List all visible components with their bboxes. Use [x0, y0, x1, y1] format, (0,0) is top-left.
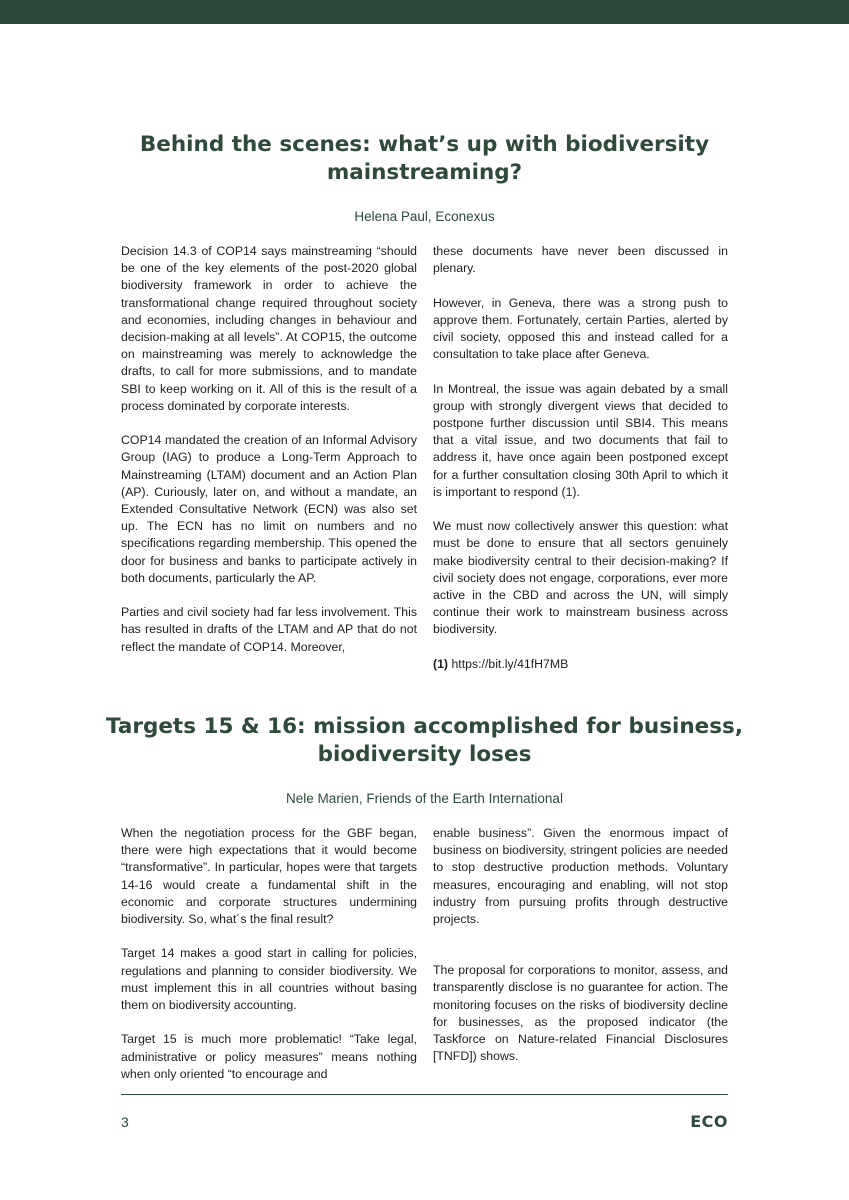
footnote-link[interactable]: https://bit.ly/41fH7MB — [451, 656, 569, 671]
article1-right-column — [433, 243, 728, 690]
article2-title — [100, 713, 749, 769]
article2-left-paragraph-1: When the negotiation process for the GBF began, there were high expectations that it would become “transformative”. In particular, hopes were that targets 14-16 would create a fundamental shift in the economic and corporate structures undermining biodiversity. So, what´s the final result? — [121, 826, 417, 927]
page-number: 3 — [121, 1114, 129, 1130]
footnote-marker: (1) — [433, 656, 449, 671]
article1-left-paragraph-3: Parties and civil society had far less involvement. This has resulted in drafts of the LTAM and AP that do not reflect the mandate of COP14. Moreover, — [121, 605, 417, 654]
article1-left-paragraph-2: COP14 mandated the creation of an Informal Advisory Group (IAG) to produce a Long-Term Approach to Mainstreaming (LTAM) document and an Action Plan (AP). Curiously, later on, and without a mandate, an Extended Consultative Network (ECN) was also set up. The ECN has no limit on numbers and no specifications regarding membership. This opened the door for business and banks to participate actively in both documents, particularly the AP. — [121, 433, 417, 585]
publication-brand: ECO — [690, 1112, 728, 1131]
article2-right-paragraph-1: enable business”. Given the enormous impact of business on biodiversity, stringent policies are needed to stop destructive production methods. Voluntary measures, encouraging and enabling, will not stop industry from pursuing profits through destructive projects. — [433, 826, 728, 927]
footer-divider — [121, 1094, 728, 1095]
article2-right-column — [433, 825, 728, 1083]
article1-title-line-1: Behind the scenes: what’s up with biodiversity — [139, 132, 710, 157]
article1-byline: Helena Paul, Econexus — [354, 209, 495, 224]
article1-footnote — [433, 656, 728, 673]
top-color-bar — [0, 0, 849, 24]
article2-left-paragraph-3: Target 15 is much more problematic! “Take legal, administrative or policy measures” means nothing when only oriented “to encourage and — [121, 1032, 417, 1081]
article1-right-paragraph-2: However, in Geneva, there was a strong push to approve them. Fortunately, certain Parties, alerted by civil society, opposed this and instead called for a consultation to take place after Geneva. — [433, 295, 728, 362]
article1-title — [100, 131, 749, 187]
article2-byline: Nele Marien, Friends of the Earth International — [286, 791, 563, 806]
article1-right-paragraph-1: these documents have never been discussed in plenary. — [433, 244, 728, 276]
article2-left-column — [121, 825, 417, 1100]
article2-left-paragraph-2: Target 14 makes a good start in calling for policies, regulations and planning to consider biodiversity. We must implement this in all countries without basing them on biodiversity accounting. — [121, 946, 417, 1013]
article1-left-paragraph-1: Decision 14.3 of COP14 says mainstreaming “should be one of the key elements of the post-2020 global biodiversity framework in order to achieve the transformational change required throughout society and economies, including changes in behaviour and decision-making at all levels”. At COP15, the outcome on mainstreaming was merely to acknowledge the drafts, to call for more submissions, and to mandate SBI to keep working on it. All of this is the result of a process dominated by corporate interests. — [121, 244, 417, 413]
article1-right-paragraph-3: In Montreal, the issue was again debated by a small group with strongly divergent views that decided to postpone further discussion until SBI4. This means that a vital issue, and two documents that fail to address it, have once again been postponed except for a further consultation closing 30th April to which it is important to respond (1). — [433, 381, 728, 499]
article1-title-line-2: mainstreaming? — [326, 160, 523, 185]
article2-title-line-1: Targets 15 & 16: mission accomplished for business, — [105, 714, 744, 739]
article1-left-column — [121, 243, 417, 673]
article2-right-paragraph-2: The proposal for corporations to monitor, assess, and transparently disclose is no guarantee for action. The monitoring focuses on the risks of biodiversity decline for businesses, as the proposed indicator (the Taskforce on Nature-related Financial Disclosures [TNFD]) shows. — [433, 963, 728, 1064]
article2-title-line-2: biodiversity loses — [317, 742, 532, 767]
article1-right-paragraph-4: We must now collectively answer this question: what must be done to ensure that all sectors genuinely make biodiversity central to their decision-making? If civil society does not engage, corporations, ever more active in the CBD and across the UN, will simply continue their work to mainstream business across biodiversity. — [433, 519, 728, 637]
